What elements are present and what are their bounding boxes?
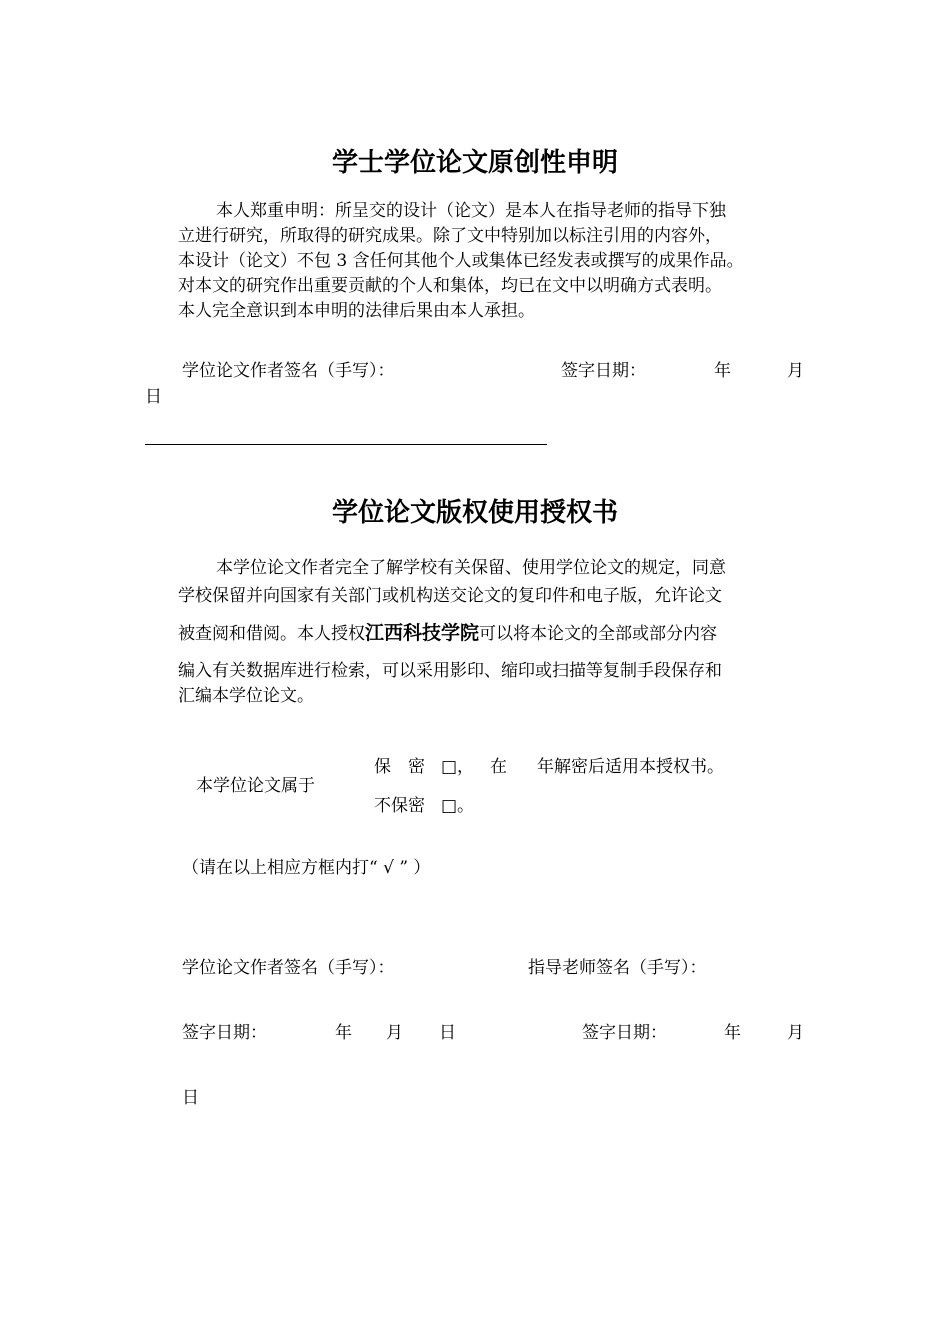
author-date-day: 日 [439, 1023, 456, 1043]
statement-line-5: 本人完全意识到本申明的法律后果由本人承担。 [178, 301, 535, 321]
check-instruction-note: （请在以上相应方框内打“ √ ” ） [182, 858, 431, 878]
secret-checkbox[interactable]: □， [441, 757, 475, 777]
date-day-label: 日 [145, 387, 162, 407]
author-signature-label-2: 学位论文作者签名（手写）： [182, 958, 395, 978]
not-secret-label: 不保密 [374, 796, 425, 816]
date-month-label: 月 [787, 361, 804, 381]
statement-line-3: 本设计（论文）不包 3 含任何其他个人或集体已经发表或撰写的成果作品。 [178, 251, 744, 271]
authorization-line-3-pre: 被查阅和借阅。本人授权 [178, 624, 365, 644]
statement-line-4: 对本文的研究作出重要贡献的个人和集体，均已在文中以明确方式表明。 [178, 276, 722, 296]
copyright-authorization-title: 学位论文版权使用授权书 [331, 498, 618, 528]
authorization-line-5: 汇编本学位论文。 [178, 686, 314, 706]
thesis-belongs-label: 本学位论文属于 [196, 776, 315, 796]
statement-line-1: 本人郑重申明：所呈交的设计（论文）是本人在指导老师的指导下独 [216, 201, 726, 221]
advisor-date-year: 年 [724, 1023, 741, 1043]
not-secret-checkbox[interactable]: □。 [441, 796, 475, 816]
advisor-date-month: 月 [787, 1023, 804, 1043]
author-sign-date-label: 签字日期： [182, 1023, 267, 1043]
authorization-line-4: 编入有关数据库进行检索，可以采用影印、缩印或扫描等复制手段保存和 [178, 661, 722, 681]
originality-statement-title: 学士学位论文原创性申明 [331, 148, 618, 178]
unlock-after-text: 年解密后适用本授权书。 [537, 757, 724, 777]
authorization-line-3 [178, 618, 717, 645]
author-date-year: 年 [335, 1023, 352, 1043]
section-divider [145, 444, 547, 445]
sign-date-label: 签字日期： [561, 361, 646, 381]
school-name: 江西科技学院 [365, 622, 480, 644]
advisor-sign-date-label: 签字日期： [582, 1023, 667, 1043]
authorization-line-2: 学校保留并向国家有关部门或机构送交论文的复印件和电子版，允许论文 [178, 586, 722, 606]
authorization-line-1: 本学位论文作者完全了解学校有关保留、使用学位论文的规定，同意 [216, 558, 726, 578]
secret-in-label: 在 [490, 757, 507, 777]
author-date-month: 月 [386, 1023, 403, 1043]
statement-line-2: 立进行研究，所取得的研究成果。除了文中特别加以标注引用的内容外， [178, 226, 722, 246]
date-year-label: 年 [714, 361, 731, 381]
author-signature-label: 学位论文作者签名（手写）： [182, 361, 395, 381]
authorization-line-3-post: 可以将本论文的全部或部分内容 [479, 624, 718, 644]
advisor-date-day: 日 [182, 1088, 199, 1108]
secret-label: 保 密 [374, 757, 425, 777]
advisor-signature-label: 指导老师签名（手写）： [528, 958, 707, 978]
